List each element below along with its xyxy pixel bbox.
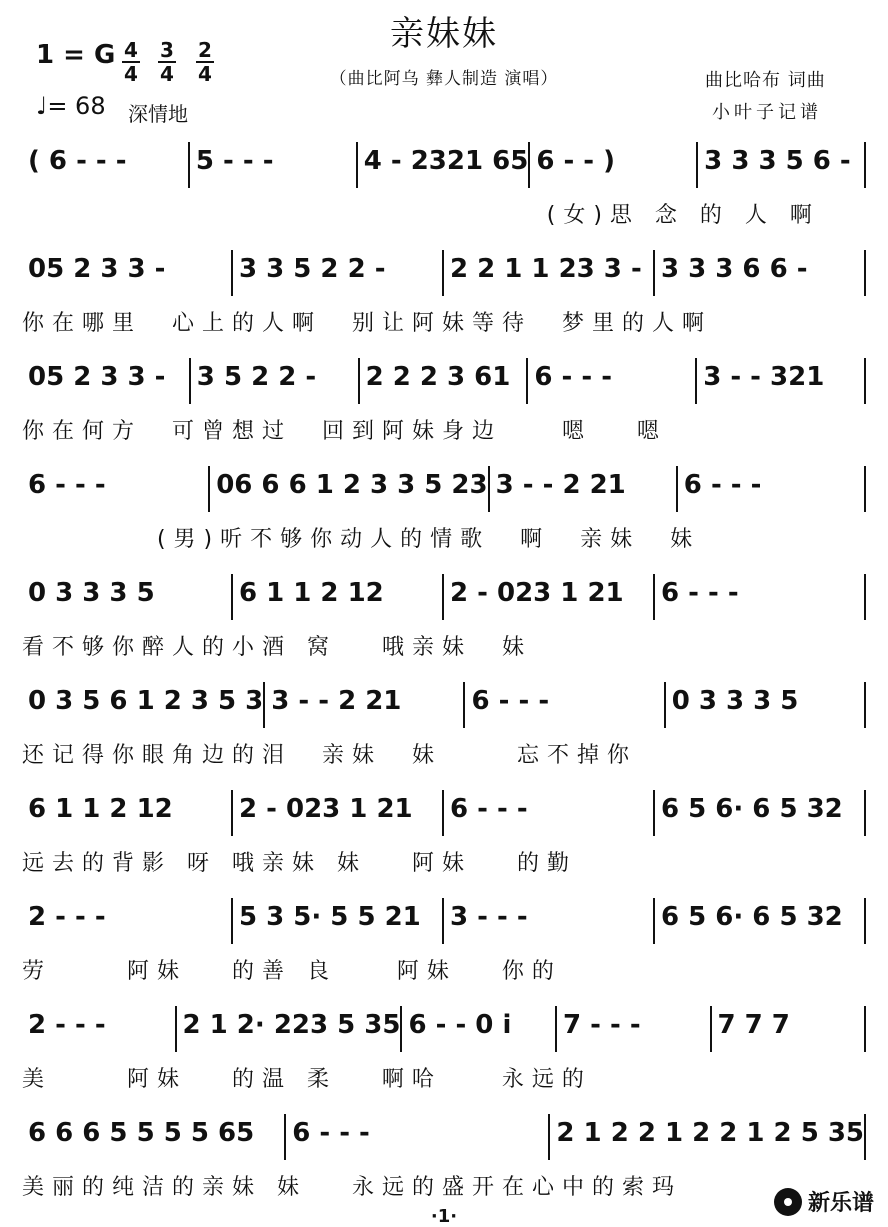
measure: 2 2 2 3 61 bbox=[365, 362, 511, 392]
bar-line bbox=[864, 142, 866, 188]
measure: 3 - - - bbox=[450, 902, 528, 932]
measure: 6 1 1 2 12 bbox=[28, 794, 173, 824]
measure: 2 1 2· 223 5 35 bbox=[182, 1010, 401, 1040]
measure: 3 3 5 2 2 - bbox=[239, 254, 386, 284]
measure: 3 3 3 5 6 - bbox=[704, 146, 851, 176]
lyrics-line: 还记得你眼角边的泪 亲妹 妹 忘不掉你 bbox=[22, 743, 637, 768]
measure: 2 - - - bbox=[28, 1010, 106, 1040]
lyrics-line: 美 阿妹 的温 柔 啊哈 永远的 bbox=[22, 1067, 592, 1092]
measure: 6 - - - bbox=[534, 362, 613, 392]
time-signature-3-4: 3 4 bbox=[156, 40, 178, 84]
measure: 6 - - - bbox=[28, 470, 106, 500]
lyrics-line: 劳 阿妹 的善 良 阿妹 你的 bbox=[22, 959, 562, 984]
measure: 6 - - ) bbox=[536, 146, 616, 176]
notation-line bbox=[22, 146, 866, 198]
measure: 6 - - - bbox=[450, 794, 528, 824]
measure: 05 2 3 3 - bbox=[28, 362, 166, 392]
bar-line bbox=[864, 574, 866, 620]
lyrics-line: 美丽的纯洁的亲妹 妹 永远的盛开在心中的索玛 bbox=[22, 1175, 682, 1200]
measure: 0 3 3 3 5 bbox=[28, 578, 155, 608]
logo-text: 新乐谱 bbox=[807, 1191, 874, 1216]
bar-line bbox=[864, 1006, 866, 1052]
bar-line bbox=[864, 466, 866, 512]
measure: 3 - - 321 bbox=[703, 362, 825, 392]
notation-line bbox=[22, 254, 866, 306]
measure: 05 2 3 3 - bbox=[28, 254, 166, 284]
tempo-marking: ♩= 68 bbox=[36, 92, 106, 120]
measure: ( 6 - - - bbox=[28, 146, 127, 176]
record-disc-icon bbox=[774, 1188, 802, 1216]
bar-line bbox=[864, 358, 866, 404]
measure: 3 5 2 2 - bbox=[196, 362, 317, 392]
performers: （曲比阿乌 彝人制造 演唱） bbox=[329, 69, 559, 89]
lyrics-line: (女)思 念 的 人 啊 bbox=[22, 203, 820, 228]
measure: 5 3 5· 5 5 21 bbox=[239, 902, 421, 932]
measure: 6 5 6· 6 5 32 bbox=[661, 794, 843, 824]
expression-marking: 深情地 bbox=[128, 102, 188, 126]
notation-line bbox=[22, 1118, 866, 1170]
measure: 3 - - 2 21 bbox=[271, 686, 402, 716]
measure: 6 1 1 2 12 bbox=[239, 578, 384, 608]
measure: 7 - - - bbox=[562, 1010, 641, 1040]
measure: 2 - 023 1 21 bbox=[239, 794, 413, 824]
lyrics-line: (男)听不够你动人的情歌 啊 亲妹 妹 bbox=[22, 527, 701, 552]
time-signature-4-4: 4 4 bbox=[120, 40, 142, 84]
measure: 6 - - - bbox=[471, 686, 550, 716]
lyrics-line: 看不够你醉人的小酒 窝 哦亲妹 妹 bbox=[22, 635, 532, 660]
measure: 3 3 3 6 6 - bbox=[661, 254, 808, 284]
measure: 7 7 7 bbox=[717, 1010, 790, 1040]
notation-line bbox=[22, 686, 866, 738]
measure: 6 - - 0 i bbox=[408, 1010, 512, 1040]
page-title: 亲妹妹 bbox=[390, 14, 498, 54]
bar-line bbox=[864, 682, 866, 728]
notation-line bbox=[22, 794, 866, 846]
notation-line bbox=[22, 578, 866, 630]
bar-line bbox=[864, 1114, 866, 1160]
key-signature: 1 = G bbox=[36, 40, 116, 70]
transcriber-credit: 小叶子记谱 bbox=[712, 102, 822, 123]
measure: 6 - - - bbox=[683, 470, 762, 500]
bar-line bbox=[864, 898, 866, 944]
measure: 6 6 6 5 5 5 5 65 bbox=[28, 1118, 255, 1148]
measure: 0 3 3 3 5 bbox=[671, 686, 799, 716]
notation-line bbox=[22, 470, 866, 522]
measure: 6 - - - bbox=[292, 1118, 370, 1148]
measure: 5 - - - bbox=[195, 146, 274, 176]
composer-credit: 曲比哈布 词曲 bbox=[705, 70, 826, 91]
measure: 4 - 2321 65 bbox=[363, 146, 529, 176]
measure: 6 5 6· 6 5 32 bbox=[661, 902, 843, 932]
measure: 2 - - - bbox=[28, 902, 106, 932]
measure: 2 2 1 1 23 3 - bbox=[450, 254, 642, 284]
measure: 6 - - - bbox=[661, 578, 739, 608]
measure: 0 3 5 6 1 2 3 5 3 bbox=[28, 686, 264, 716]
bar-line bbox=[864, 250, 866, 296]
measure: 2 1 2 2 1 2 2 1 2 5 35 bbox=[556, 1118, 865, 1148]
bar-line bbox=[864, 790, 866, 836]
measure: 06 6 6 1 2 3 3 5 23 bbox=[216, 470, 488, 500]
notation-line bbox=[22, 362, 866, 414]
measure: 2 - 023 1 21 bbox=[450, 578, 624, 608]
lyrics-line: 你在哪里 心上的人啊 别让阿妹等待 梦里的人啊 bbox=[22, 311, 712, 336]
notation-line bbox=[22, 902, 866, 954]
measure: 3 - - 2 21 bbox=[495, 470, 626, 500]
page-number: ·1· bbox=[430, 1206, 458, 1227]
site-logo bbox=[774, 1186, 874, 1217]
lyrics-line: 远去的背影 呀 哦亲妹 妹 阿妹 的勤 bbox=[22, 851, 577, 876]
lyrics-line: 你在何方 可曾想过 回到阿妹身边 嗯 嗯 bbox=[22, 419, 667, 444]
time-signature-2-4: 2 4 bbox=[194, 40, 216, 84]
notation-line bbox=[22, 1010, 866, 1062]
